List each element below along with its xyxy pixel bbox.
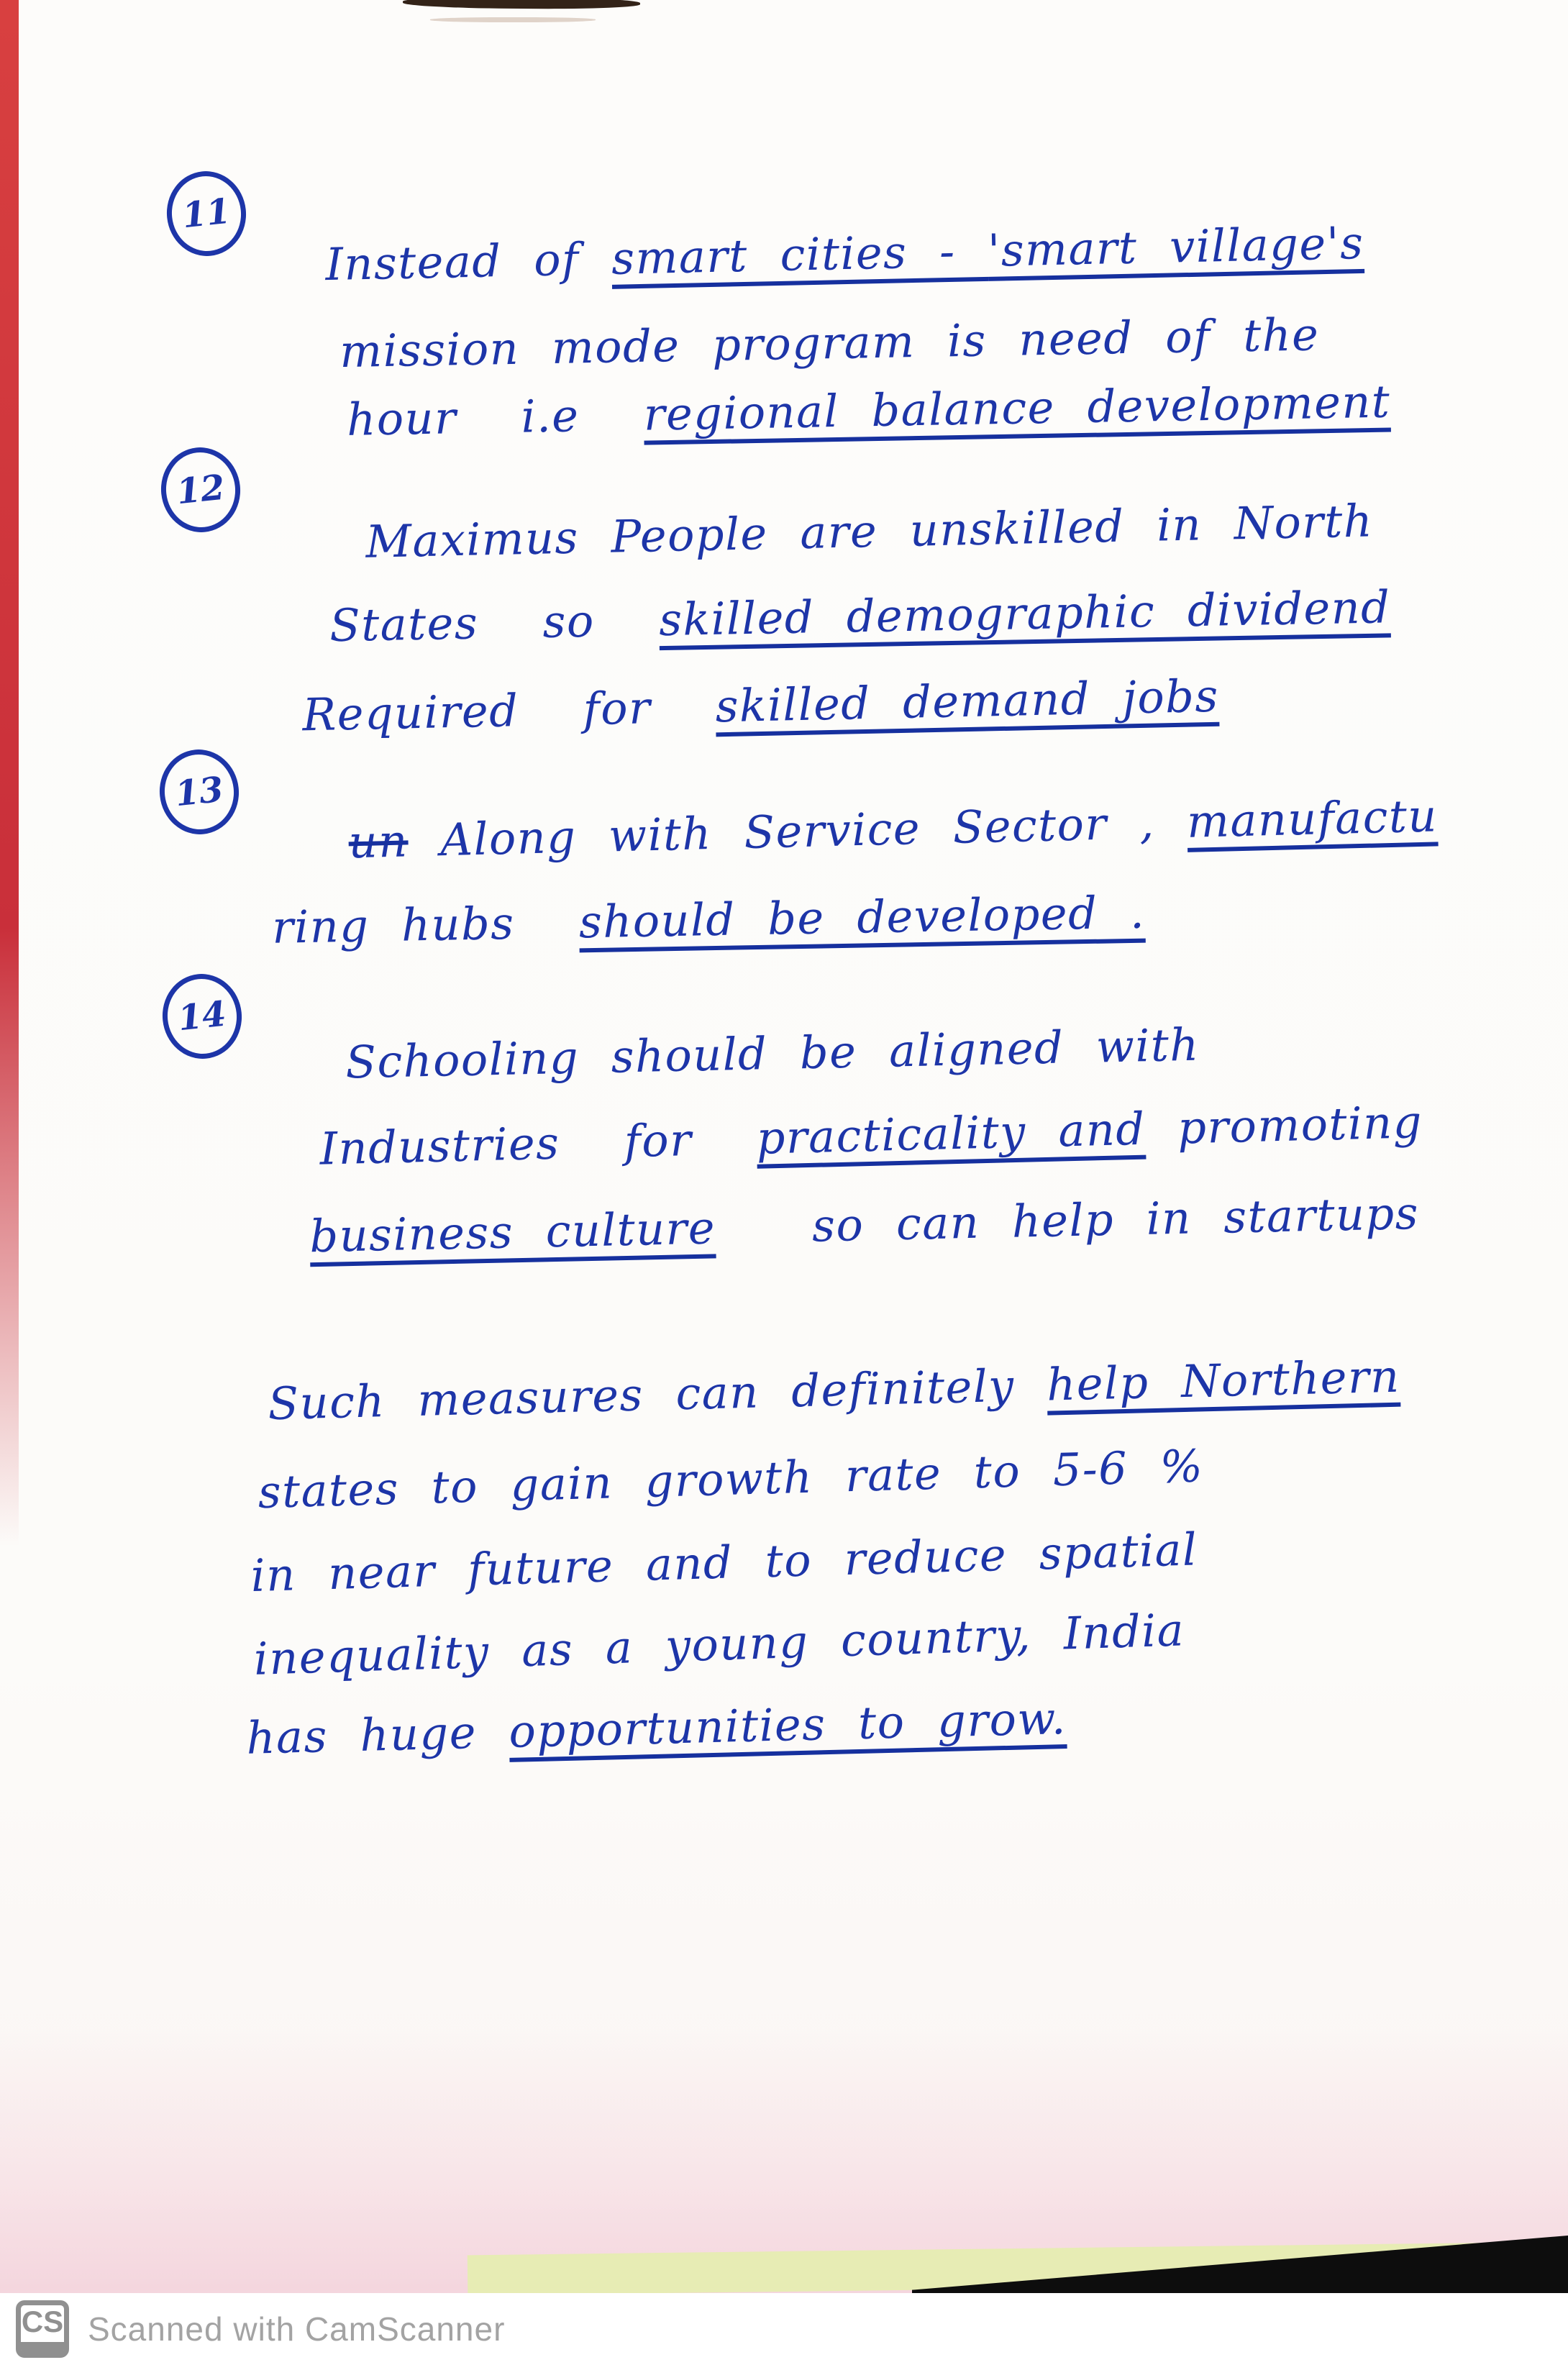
text-segment: Maximus People are unskilled in North (365, 494, 1374, 568)
underlined-text-segment: smart cities - (611, 224, 989, 285)
camscanner-logo-base (21, 2342, 64, 2353)
scan-artifact-top-smudge (403, 0, 640, 9)
item-number: 13 (173, 769, 226, 815)
item-number: 12 (174, 467, 227, 513)
text-segment: in near future and to reduce spatial (250, 1523, 1199, 1603)
text-segment: ring hubs (271, 896, 580, 954)
underlined-text-segment: skilled demand jobs (714, 669, 1220, 733)
item-number: 14 (176, 993, 229, 1039)
underlined-text-segment: manufactu (1186, 789, 1439, 848)
text-segment: States so (329, 593, 660, 652)
handwritten-line (237, 617, 1220, 743)
text-segment: hour i.e (346, 388, 644, 446)
item-number-circle-12 (157, 444, 245, 537)
scan-artifact-top-line (430, 17, 596, 22)
text-segment: Required for (301, 680, 716, 742)
text-segment: inequality as a young country, India (252, 1603, 1185, 1685)
watermark-text: Scanned with CamScanner (88, 2310, 506, 2348)
text-segment: Schooling should be aligned with (345, 1018, 1200, 1089)
text-segment: has huge (245, 1705, 510, 1764)
camscanner-logo-letters: CS (21, 2305, 64, 2338)
handwritten-line (180, 1639, 1067, 1766)
text-segment: Industries for (319, 1111, 757, 1175)
item-number: 11 (180, 191, 233, 237)
text-segment: mission mode program is need of the (339, 308, 1320, 378)
underlined-text-segment: practicality and (755, 1102, 1147, 1165)
camscanner-footer (0, 2293, 1568, 2365)
item-number-circle-11 (163, 168, 250, 260)
text-segment: so can help in startups (715, 1186, 1420, 1254)
underlined-text-segment: business culture (309, 1201, 716, 1263)
text-segment: states to gain growth rate to 5-6 % (257, 1439, 1205, 1519)
underlined-text-segment: skilled demographic dividend (658, 580, 1391, 647)
underlined-text-segment: regional balance development (643, 375, 1391, 441)
text-segment: Instead of (324, 232, 612, 291)
handwritten-line (206, 834, 1146, 955)
scan-edge-red-strip (0, 0, 19, 1546)
struck-text-segment: un (347, 814, 409, 869)
item-number-circle-13 (155, 746, 243, 839)
underlined-text-segment: opportunities to grow. (508, 1691, 1067, 1758)
underlined-text-segment: help Northern (1046, 1349, 1401, 1411)
camscanner-logo-icon (16, 2300, 69, 2358)
underlined-text-segment: 'smart village's (987, 216, 1365, 277)
text-segment: Along with Service Sector , (407, 795, 1188, 867)
underlined-text-segment: should be developed . (578, 885, 1146, 949)
item-number-circle-14 (158, 970, 246, 1063)
text-segment: Such measures can definitely (267, 1358, 1048, 1431)
handwritten-line (281, 323, 1391, 447)
text-segment: promoting (1144, 1095, 1423, 1155)
